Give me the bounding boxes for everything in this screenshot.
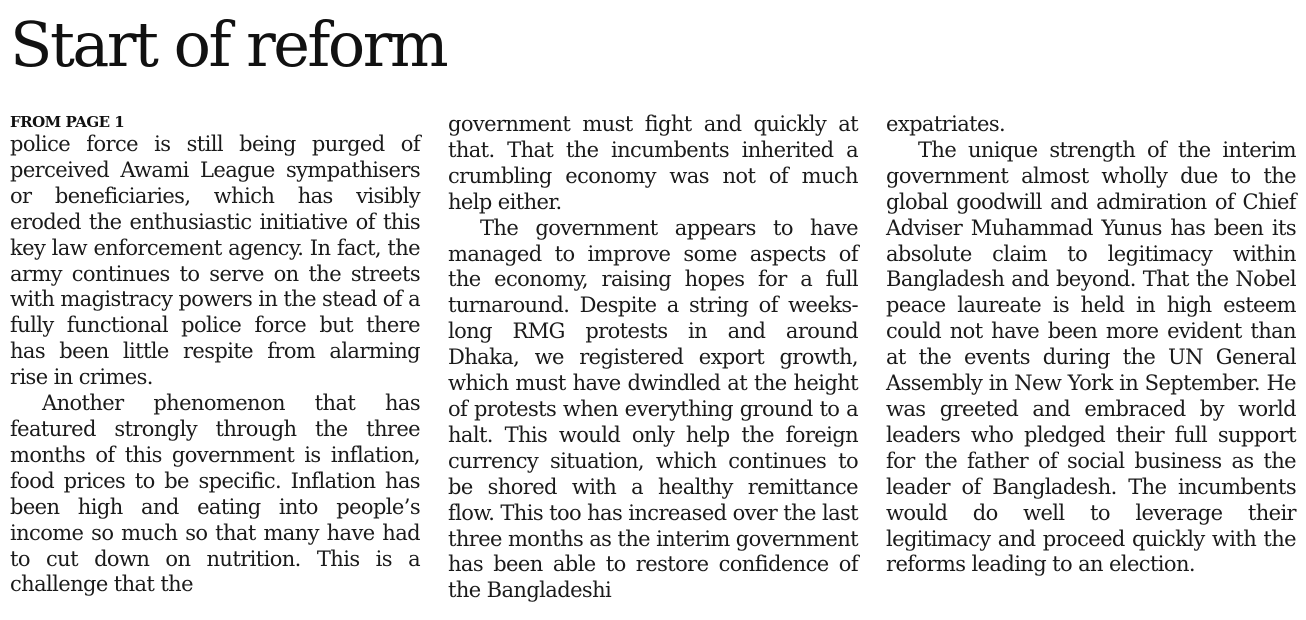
paragraph: Another phenomenon that has featured strongly through the three months of this government is inflation, food prices to be specific. Inflation has been high and eating into people’s income so much so that many have had to cut down on nutrition. This is a challenge that the — [10, 391, 420, 597]
article-column-2 — [448, 112, 858, 604]
paragraph: police force is still being purged of perceived Awami League sympathisers or beneficiaries, which has visibly eroded the enthusiastic initiative of this key law enforcement agency. In fact, the army continues to serve on the streets with magistracy powers in the stead of a fully functional police force but there has been little respite from alarming rise in crimes. — [10, 132, 420, 390]
paragraph: expatriates. — [886, 112, 1006, 136]
jump-label: FROM PAGE 1 — [10, 113, 125, 131]
paragraph: The unique strength of the interim government almost wholly due to the global goodwill and admiration of Chief Adviser Muhammad Yunus has been its absolute claim to legitimacy within Bangladesh and beyond. That the Nobel peace laureate is held in high esteem could not have been more evident than at the events during the UN General Assembly in New York in September. He was greeted and embraced by world leaders who pledged their full support for the father of social business as the leader of Bangladesh. The incumbents would do well to leverage their legitimacy and proceed quickly with the reforms leading to an election. — [886, 137, 1296, 577]
paragraph: The government appears to have managed to improve some aspects of the economy, raising hopes for a full turnaround. Despite a string of weeks-long RMG protests in and around Dhaka, we registered export growth, which must have dwindled at the height of protests when everything ground to a halt. This would only help the foreign currency situation, which continues to be shored with a healthy remittance flow. This too has increased over the last three months as the interim government has been able to restore confidence of the Bangladeshi — [448, 215, 858, 603]
article-column-3 — [886, 112, 1296, 578]
paragraph: government must fight and quickly at that. That the incumbents inherited a crumbling economy was not of much help either. — [448, 112, 858, 214]
article-column-1 — [10, 112, 420, 598]
headline: Start of reform — [10, 8, 447, 81]
